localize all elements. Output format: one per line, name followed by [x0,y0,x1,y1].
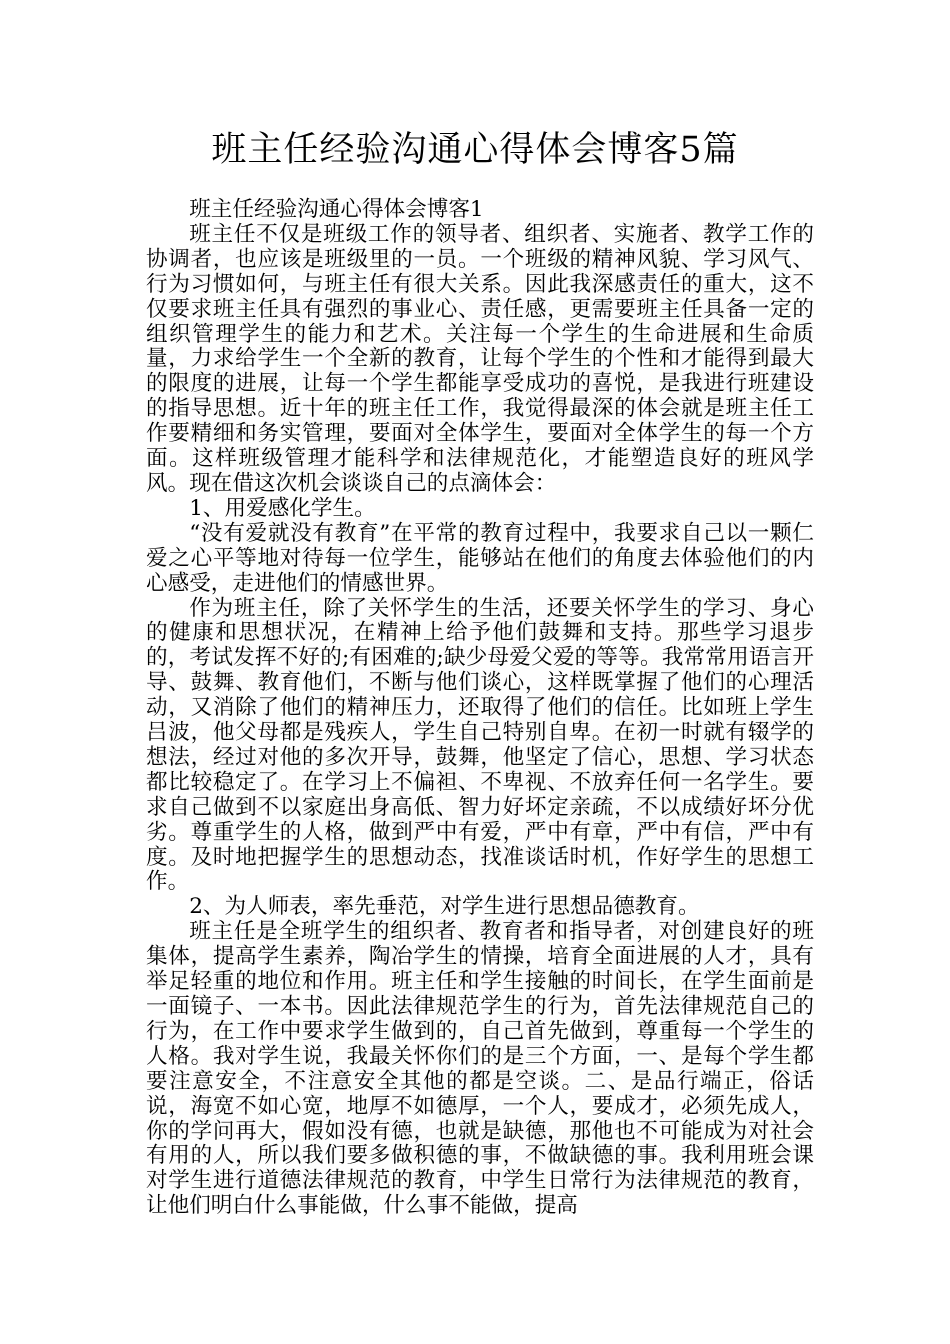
section-heading: 班主任经验沟通心得体会博客1 [189,197,484,222]
paragraph: 班主任是全班学生的组织者、教育者和指导者，对创建良好的班集体，提高学生素养，陶冶学生的情操，培育全面进展的人才，具有举足轻重的地位和作用。班主任和学生接触的时间长，在学生面前是一面镜子、一本书。因此法律规范学生的行为，首先法律规范自己的行为，在工作中要求学生做到的，自己首先做到，尊重每一个学生的人格。我对学生说，我最关怀你们的是三个方面，一、是每个学生都要注意安全，不注意安全其他的都是空谈。二、是品行端正，俗话说，海宽不如心宽，地厚不如德厚，一个人，要成才，必须先成人，你的学问再大，假如没有德，也就是缺德，那他也不可能成为对社会有用的人，所以我们要多做积德的事，不做缺德的事。我利用班会课对学生进行道德法律规范的教育，中学生日常行为法律规范的教育，让他们明白什么事能做，什么事不能做，提高 [146,919,814,1219]
paragraph: 作为班主任，除了关怀学生的生活，还要关怀学生的学习、身心的健康和思想状况，在精神上给予他们鼓舞和支持。那些学习退步的，考试发挥不好的;有困难的;缺少母爱父爱的等等。我常常用语言开导、鼓舞、教育他们，不断与他们谈心，这样既掌握了他们的心理活动，又消除了他们的精神压力，还取得了他们的信任。比如班上学生吕波，他父母都是残疾人，学生自己特别自卑。在初一时就有辍学的想法，经过对他的多次开导，鼓舞，他坚定了信心，思想、学习状态都比较稳定了。在学习上不偏袒、不卑视、不放弃任何一名学生。要求自己做到不以家庭出身高低、智力好坏定亲疏，不以成绩好坏分优劣。尊重学生的人格，做到严中有爱，严中有章，严中有信，严中有度。及时地把握学生的思想动态，找准谈话时机，作好学生的思想工作。 [146,595,814,895]
numbered-heading: 1、用爱感化学生。 [189,495,376,521]
document-body [146,198,814,1219]
document-title: 班主任经验沟通心得体会博客5篇 [211,130,739,170]
numbered-heading: 2、为人师表，率先垂范，对学生进行思想品德教育。 [189,894,700,920]
paragraph: 班主任不仅是班级工作的领导者、组织者、实施者、教学工作的协调者，也应该是班级里的一员。一个班级的精神风貌、学习风气、行为习惯如何，与班主任有很大关系。因此我深感责任的重大，这不仅要求班主任具有强烈的事业心、责任感，更需要班主任具备一定的组织管理学生的能力和艺术。关注每一个学生的生命进展和生命质量，力求给学生一个全新的教育，让每个学生的个性和才能得到最大的限度的进展，让每一个学生都能享受成功的喜悦，是我进行班建设的指导思想。近十年的班主任工作，我觉得最深的体会就是班主任工作要精细和务实管理，要面对全体学生，要面对全体学生的每一个方面。这样班级管理才能科学和法律规范化，才能塑造良好的班风学风。现在借这次机会谈谈自己的点滴体会： [146,221,814,496]
paragraph: “没有爱就没有教育”在平常的教育过程中，我要求自己以一颗仁爱之心平等地对待每一位学生，能够站在他们的角度去体验他们的内心感受，走进他们的情感世界。 [146,520,814,596]
